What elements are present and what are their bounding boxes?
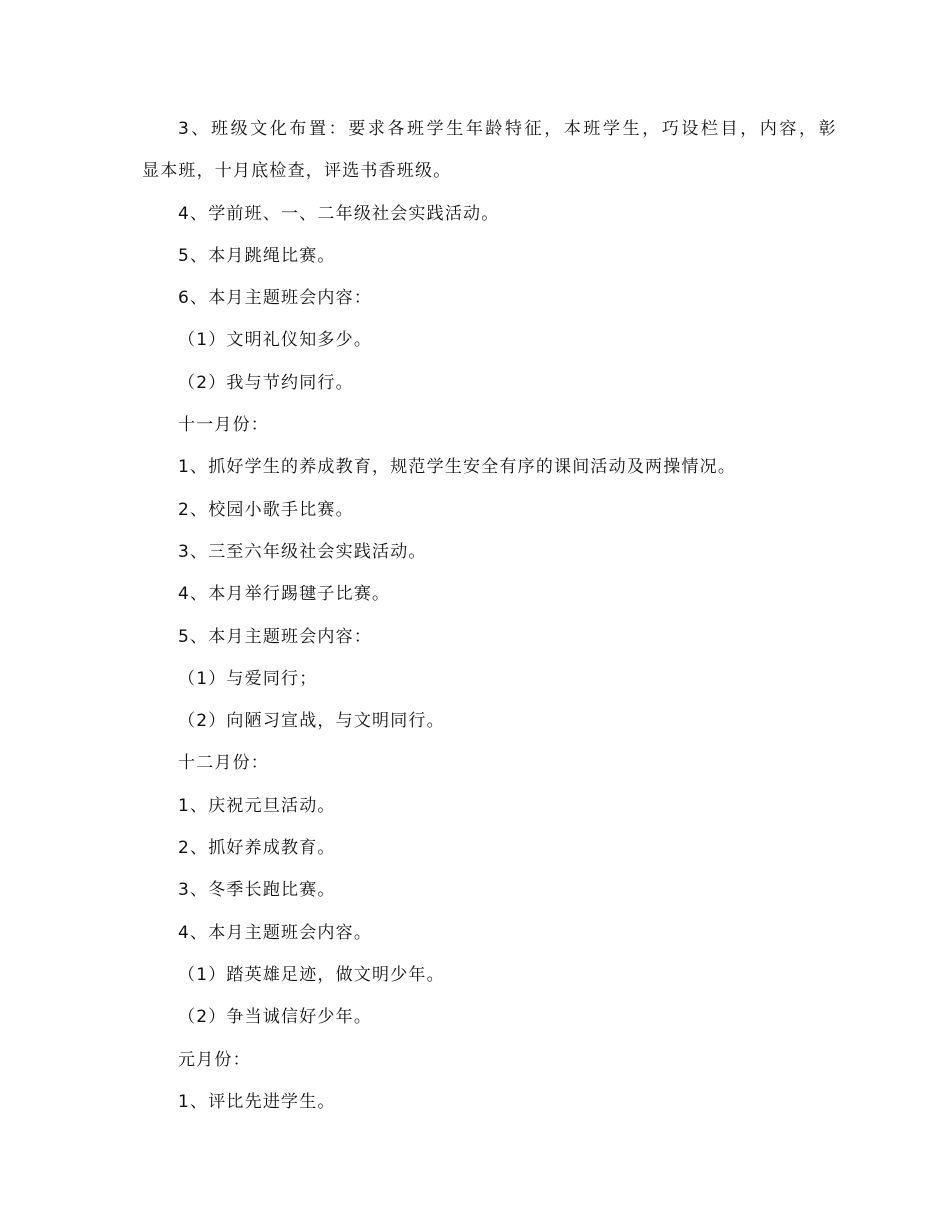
paragraph-line: 3、班级文化布置：要求各班学生年龄特征，本班学生，巧设栏目，内容，彰 [178,119,839,139]
section-heading: 十二月份： [178,753,269,774]
section-heading: 十一月份： [178,415,269,436]
paragraph-line: 4、学前班、一、二年级社会实践活动。 [178,203,500,224]
paragraph-line: 4、本月主题班会内容。 [178,922,373,943]
paragraph-line: 6、本月主题班会内容： [178,288,373,309]
paragraph-line: 显本班，十月底检查，评选书香班级。 [142,161,452,182]
paragraph-line: 1、庆祝元旦活动。 [178,795,336,816]
paragraph-line: （2）向陋习宣战，与文明同行。 [178,711,445,732]
paragraph-line: 1、评比先进学生。 [178,1091,336,1112]
paragraph-line: 4、本月举行踢毽子比赛。 [178,584,391,605]
paragraph-line: （2）我与节约同行。 [178,372,354,393]
paragraph-line: 2、抓好养成教育。 [178,838,336,859]
paragraph-line: （1）踏英雄足迹，做文明少年。 [178,964,445,985]
paragraph-line: 5、本月主题班会内容： [178,626,373,647]
document-body [142,108,839,1123]
paragraph-line: 3、三至六年级社会实践活动。 [178,541,427,562]
paragraph-line: （1）文明礼仪知多少。 [178,330,373,351]
paragraph-line: （2）争当诚信好少年。 [178,1007,373,1028]
paragraph-line: 3、冬季长跑比赛。 [178,880,336,901]
paragraph-line: 5、本月跳绳比赛。 [178,245,336,266]
paragraph-line: 2、校园小歌手比赛。 [178,499,354,520]
paragraph-line: 1、抓好学生的养成教育，规范学生安全有序的课间活动及两操情况。 [178,457,737,478]
paragraph-line: （1）与爱同行； [178,668,318,689]
section-heading: 元月份： [178,1049,251,1070]
